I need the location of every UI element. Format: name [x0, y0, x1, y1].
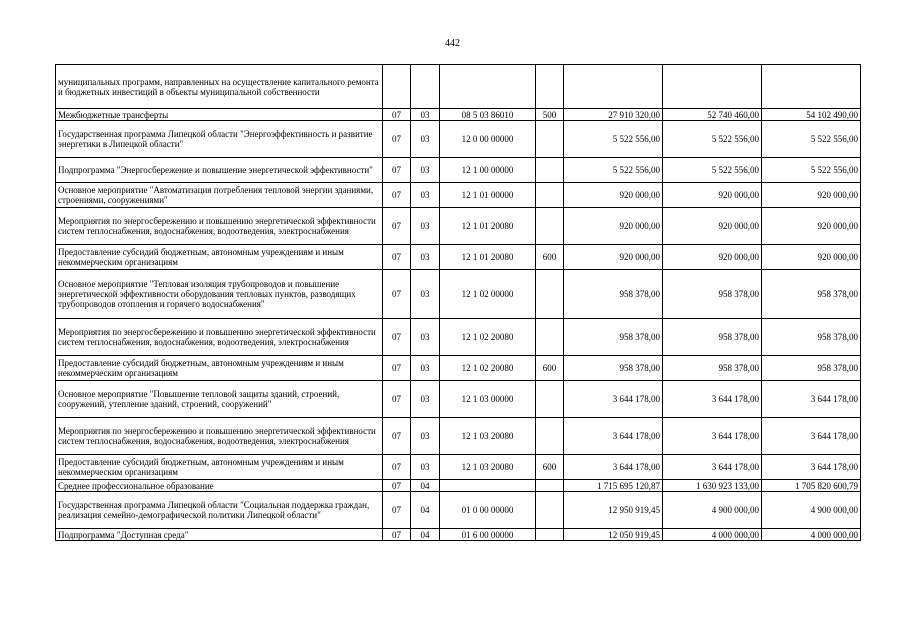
year2-amount-cell: 4 900 000,00	[663, 492, 762, 529]
year2-amount-cell: 958 378,00	[663, 319, 762, 356]
csr-cell	[440, 480, 536, 492]
podrazdel-cell: 03	[411, 121, 440, 158]
vr-cell: 600	[536, 245, 564, 270]
razdel-cell: 07	[383, 529, 411, 541]
year2-amount-cell: 920 000,00	[663, 208, 762, 245]
year1-amount-cell: 27 910 320,00	[564, 109, 663, 121]
razdel-cell: 07	[383, 158, 411, 183]
razdel-cell: 07	[383, 121, 411, 158]
table-row	[56, 270, 861, 319]
year1-amount-cell: 958 378,00	[564, 356, 663, 381]
razdel-cell	[383, 65, 411, 109]
row-name-cell: Основное мероприятие "Автоматизация потребления тепловой энергии зданиями, строениями, сооружениями"	[56, 183, 383, 208]
year1-amount-cell: 3 644 178,00	[564, 381, 663, 418]
table-row	[56, 418, 861, 455]
razdel-cell: 07	[383, 245, 411, 270]
year3-amount-cell: 5 522 556,00	[762, 158, 861, 183]
podrazdel-cell: 03	[411, 245, 440, 270]
table-row	[56, 65, 861, 109]
year3-amount-cell: 1 705 820 600,79	[762, 480, 861, 492]
razdel-cell: 07	[383, 109, 411, 121]
csr-cell: 12 1 03 20080	[440, 418, 536, 455]
razdel-cell: 07	[383, 418, 411, 455]
year1-amount-cell: 958 378,00	[564, 270, 663, 319]
row-name-cell: Основное мероприятие "Повышение тепловой защиты зданий, строений, сооружений, утепление зданий, строений, сооружений"	[56, 381, 383, 418]
year2-amount-cell: 1 630 923 133,00	[663, 480, 762, 492]
year2-amount-cell: 958 378,00	[663, 356, 762, 381]
csr-cell: 12 1 03 20080	[440, 455, 536, 480]
table-row	[56, 492, 861, 529]
year1-amount-cell: 5 522 556,00	[564, 158, 663, 183]
row-name-cell: Предоставление субсидий бюджетным, автономным учреждениям и иным некоммерческим организациям	[56, 356, 383, 381]
table-row	[56, 158, 861, 183]
vr-cell: 600	[536, 356, 564, 381]
table-row	[56, 455, 861, 480]
table-row	[56, 480, 861, 492]
vr-cell	[536, 121, 564, 158]
vr-cell: 600	[536, 455, 564, 480]
csr-cell: 12 1 01 20080	[440, 208, 536, 245]
table-row	[56, 208, 861, 245]
year3-amount-cell: 3 644 178,00	[762, 381, 861, 418]
year1-amount-cell: 12 950 919,45	[564, 492, 663, 529]
podrazdel-cell: 04	[411, 529, 440, 541]
csr-cell: 12 1 02 20080	[440, 356, 536, 381]
vr-cell	[536, 480, 564, 492]
year2-amount-cell: 3 644 178,00	[663, 455, 762, 480]
table-row	[56, 109, 861, 121]
vr-cell	[536, 158, 564, 183]
csr-cell: 12 1 03 00000	[440, 381, 536, 418]
page-number: 442	[445, 38, 460, 49]
podrazdel-cell: 03	[411, 270, 440, 319]
podrazdel-cell: 03	[411, 183, 440, 208]
podrazdel-cell: 03	[411, 158, 440, 183]
csr-cell: 08 5 03 86010	[440, 109, 536, 121]
year1-amount-cell: 3 644 178,00	[564, 455, 663, 480]
year2-amount-cell: 920 000,00	[663, 183, 762, 208]
year3-amount-cell: 3 644 178,00	[762, 418, 861, 455]
table-row	[56, 319, 861, 356]
year1-amount-cell: 5 522 556,00	[564, 121, 663, 158]
csr-cell: 12 1 02 20080	[440, 319, 536, 356]
podrazdel-cell: 03	[411, 319, 440, 356]
table-row	[56, 183, 861, 208]
year1-amount-cell: 920 000,00	[564, 245, 663, 270]
razdel-cell: 07	[383, 208, 411, 245]
podrazdel-cell: 03	[411, 356, 440, 381]
year3-amount-cell: 54 102 490,00	[762, 109, 861, 121]
year3-amount-cell: 958 378,00	[762, 270, 861, 319]
vr-cell	[536, 529, 564, 541]
vr-cell	[536, 65, 564, 109]
year3-amount-cell	[762, 65, 861, 109]
year3-amount-cell: 4 900 000,00	[762, 492, 861, 529]
year3-amount-cell: 4 000 000,00	[762, 529, 861, 541]
csr-cell: 12 1 00 00000	[440, 158, 536, 183]
row-name-cell: муниципальных программ, направленных на осуществление капитального ремонта и бюджетных инвестиций в объекты муниципальной собственности	[56, 65, 383, 109]
row-name-cell: Государственная программа Липецкой области "Энергоэффективность и развитие энергетики в Липецкой области"	[56, 121, 383, 158]
row-name-cell: Среднее профессиональное образование	[56, 480, 383, 492]
razdel-cell: 07	[383, 480, 411, 492]
vr-cell	[536, 208, 564, 245]
year2-amount-cell: 958 378,00	[663, 270, 762, 319]
csr-cell: 12 1 02 00000	[440, 270, 536, 319]
podrazdel-cell: 03	[411, 418, 440, 455]
table-row	[56, 356, 861, 381]
csr-cell: 12 1 01 00000	[440, 183, 536, 208]
year2-amount-cell: 3 644 178,00	[663, 418, 762, 455]
year2-amount-cell: 3 644 178,00	[663, 381, 762, 418]
year3-amount-cell: 920 000,00	[762, 208, 861, 245]
vr-cell: 500	[536, 109, 564, 121]
csr-cell: 12 1 01 20080	[440, 245, 536, 270]
podrazdel-cell: 03	[411, 381, 440, 418]
table-row	[56, 529, 861, 541]
csr-cell: 01 6 00 00000	[440, 529, 536, 541]
year3-amount-cell: 958 378,00	[762, 319, 861, 356]
row-name-cell: Государственная программа Липецкой области "Социальная поддержка граждан, реализация семейно-демографической политики Липецкой области"	[56, 492, 383, 529]
csr-cell: 12 0 00 00000	[440, 121, 536, 158]
year1-amount-cell: 920 000,00	[564, 183, 663, 208]
csr-cell: 01 0 00 00000	[440, 492, 536, 529]
year2-amount-cell: 5 522 556,00	[663, 121, 762, 158]
vr-cell	[536, 319, 564, 356]
vr-cell	[536, 183, 564, 208]
year2-amount-cell: 920 000,00	[663, 245, 762, 270]
year3-amount-cell: 958 378,00	[762, 356, 861, 381]
razdel-cell: 07	[383, 183, 411, 208]
csr-cell	[440, 65, 536, 109]
year2-amount-cell: 5 522 556,00	[663, 158, 762, 183]
year1-amount-cell: 1 715 695 120,87	[564, 480, 663, 492]
year3-amount-cell: 3 644 178,00	[762, 455, 861, 480]
podrazdel-cell: 03	[411, 208, 440, 245]
table-row	[56, 245, 861, 270]
razdel-cell: 07	[383, 356, 411, 381]
year2-amount-cell: 52 740 460,00	[663, 109, 762, 121]
row-name-cell: Мероприятия по энергосбережению и повышению энергетической эффективности систем теплоснабжения, водоснабжения, водоотведения, электроснабжения	[56, 208, 383, 245]
year1-amount-cell: 3 644 178,00	[564, 418, 663, 455]
row-name-cell: Подпрограмма "Доступная среда"	[56, 529, 383, 541]
budget-table	[55, 64, 861, 541]
razdel-cell: 07	[383, 319, 411, 356]
podrazdel-cell: 03	[411, 109, 440, 121]
year3-amount-cell: 920 000,00	[762, 245, 861, 270]
year3-amount-cell: 920 000,00	[762, 183, 861, 208]
year3-amount-cell: 5 522 556,00	[762, 121, 861, 158]
year1-amount-cell: 958 378,00	[564, 319, 663, 356]
year1-amount-cell: 12 050 919,45	[564, 529, 663, 541]
year2-amount-cell: 4 000 000,00	[663, 529, 762, 541]
row-name-cell: Предоставление субсидий бюджетным, автономным учреждениям и иным некоммерческим организациям	[56, 245, 383, 270]
vr-cell	[536, 418, 564, 455]
vr-cell	[536, 492, 564, 529]
razdel-cell: 07	[383, 492, 411, 529]
row-name-cell: Мероприятия по энергосбережению и повышению энергетической эффективности систем теплоснабжения, водоснабжения, водоотведения, электроснабжения	[56, 418, 383, 455]
row-name-cell: Предоставление субсидий бюджетным, автономным учреждениям и иным некоммерческим организациям	[56, 455, 383, 480]
row-name-cell: Межбюджетные трансферты	[56, 109, 383, 121]
razdel-cell: 07	[383, 381, 411, 418]
row-name-cell: Подпрограмма "Энергосбережение и повышение энергетической эффективности"	[56, 158, 383, 183]
year1-amount-cell: 920 000,00	[564, 208, 663, 245]
vr-cell	[536, 270, 564, 319]
table-row	[56, 381, 861, 418]
vr-cell	[536, 381, 564, 418]
podrazdel-cell: 04	[411, 492, 440, 529]
podrazdel-cell	[411, 65, 440, 109]
razdel-cell: 07	[383, 270, 411, 319]
table-row	[56, 121, 861, 158]
podrazdel-cell: 04	[411, 480, 440, 492]
row-name-cell: Мероприятия по энергосбережению и повышению энергетической эффективности систем теплоснабжения, водоснабжения, водоотведения, электроснабжения	[56, 319, 383, 356]
row-name-cell: Основное мероприятие "Тепловая изоляция трубопроводов и повышение энергетической эффективности оборудования тепловых пунктов, разводящих трубопроводов отопления и горячего водоснабжения"	[56, 270, 383, 319]
year2-amount-cell	[663, 65, 762, 109]
year1-amount-cell	[564, 65, 663, 109]
podrazdel-cell: 03	[411, 455, 440, 480]
razdel-cell: 07	[383, 455, 411, 480]
